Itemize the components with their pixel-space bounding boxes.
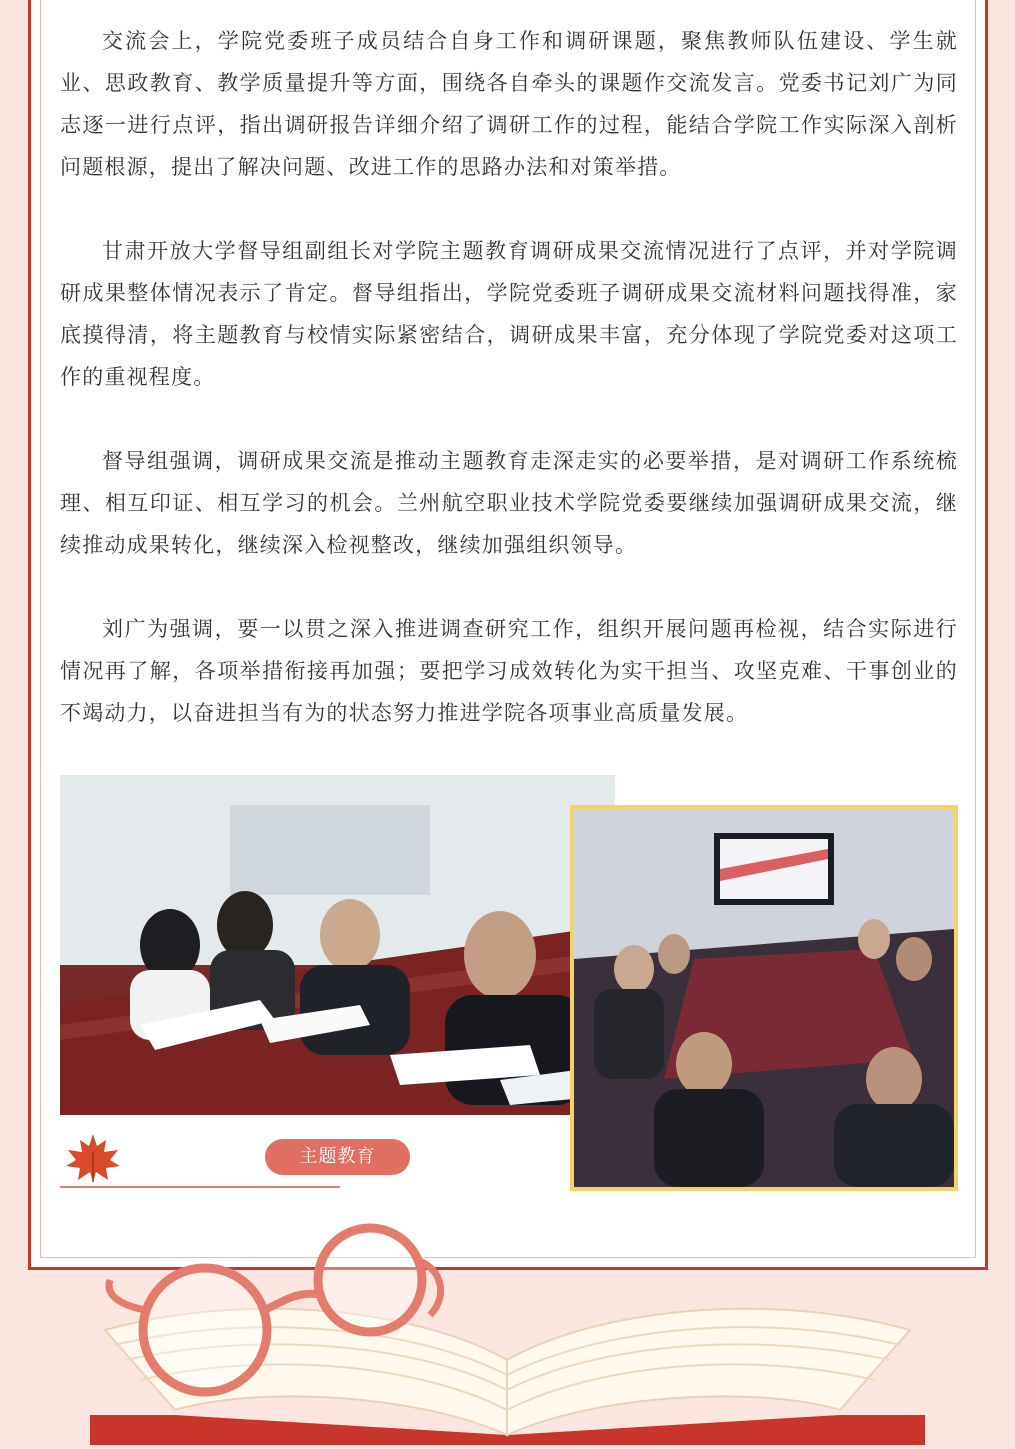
- paragraph-3: 督导组强调，调研成果交流是推动主题教育走深走实的必要举措，是对调研工作系统梳理、相互印证、相互学习的机会。兰州航空职业技术学院党委要继续加强调研成果交流，继续推动成果转化，继续深入检视整改，继续加强组织领导。: [60, 449, 958, 557]
- meeting-photo-right: [570, 805, 958, 1191]
- meeting-photo-left: [60, 775, 615, 1115]
- paragraph-1: 交流会上，学院党委班子成员结合自身工作和调研课题，聚焦教师队伍建设、学生就业、思政教育、教学质量提升等方面，围绕各自牵头的课题作交流发言。党委书记刘广为同志逐一进行点评，指出调研报告详细介绍了调研工作的过程，能结合学院工作实际深入剖析问题根源，提出了解决问题、改进工作的思路办法和对策举措。: [60, 29, 958, 179]
- article-body: [60, 20, 958, 776]
- maple-leaf-icon: [64, 1132, 122, 1184]
- open-book-icon: [0, 1220, 1015, 1449]
- topic-tag: 主题教育: [265, 1139, 410, 1175]
- caption-divider: [60, 1186, 340, 1188]
- paragraph-4: 刘广为强调，要一以贯之深入推进调查研究工作，组织开展问题再检视，结合实际进行情况再了解，各项举措衔接再加强；要把学习成效转化为实干担当、攻坚克难、干事创业的不竭动力，以奋进担当有为的状态努力推进学院各项事业高质量发展。: [60, 617, 958, 725]
- paragraph-2: 甘肃开放大学督导组副组长对学院主题教育调研成果交流情况进行了点评，并对学院调研成果整体情况表示了肯定。督导组指出，学院党委班子调研成果交流材料问题找得准，家底摸得清，将主题教育与校情实际紧密结合，调研成果丰富，充分体现了学院党委对这项工作的重视程度。: [60, 239, 958, 389]
